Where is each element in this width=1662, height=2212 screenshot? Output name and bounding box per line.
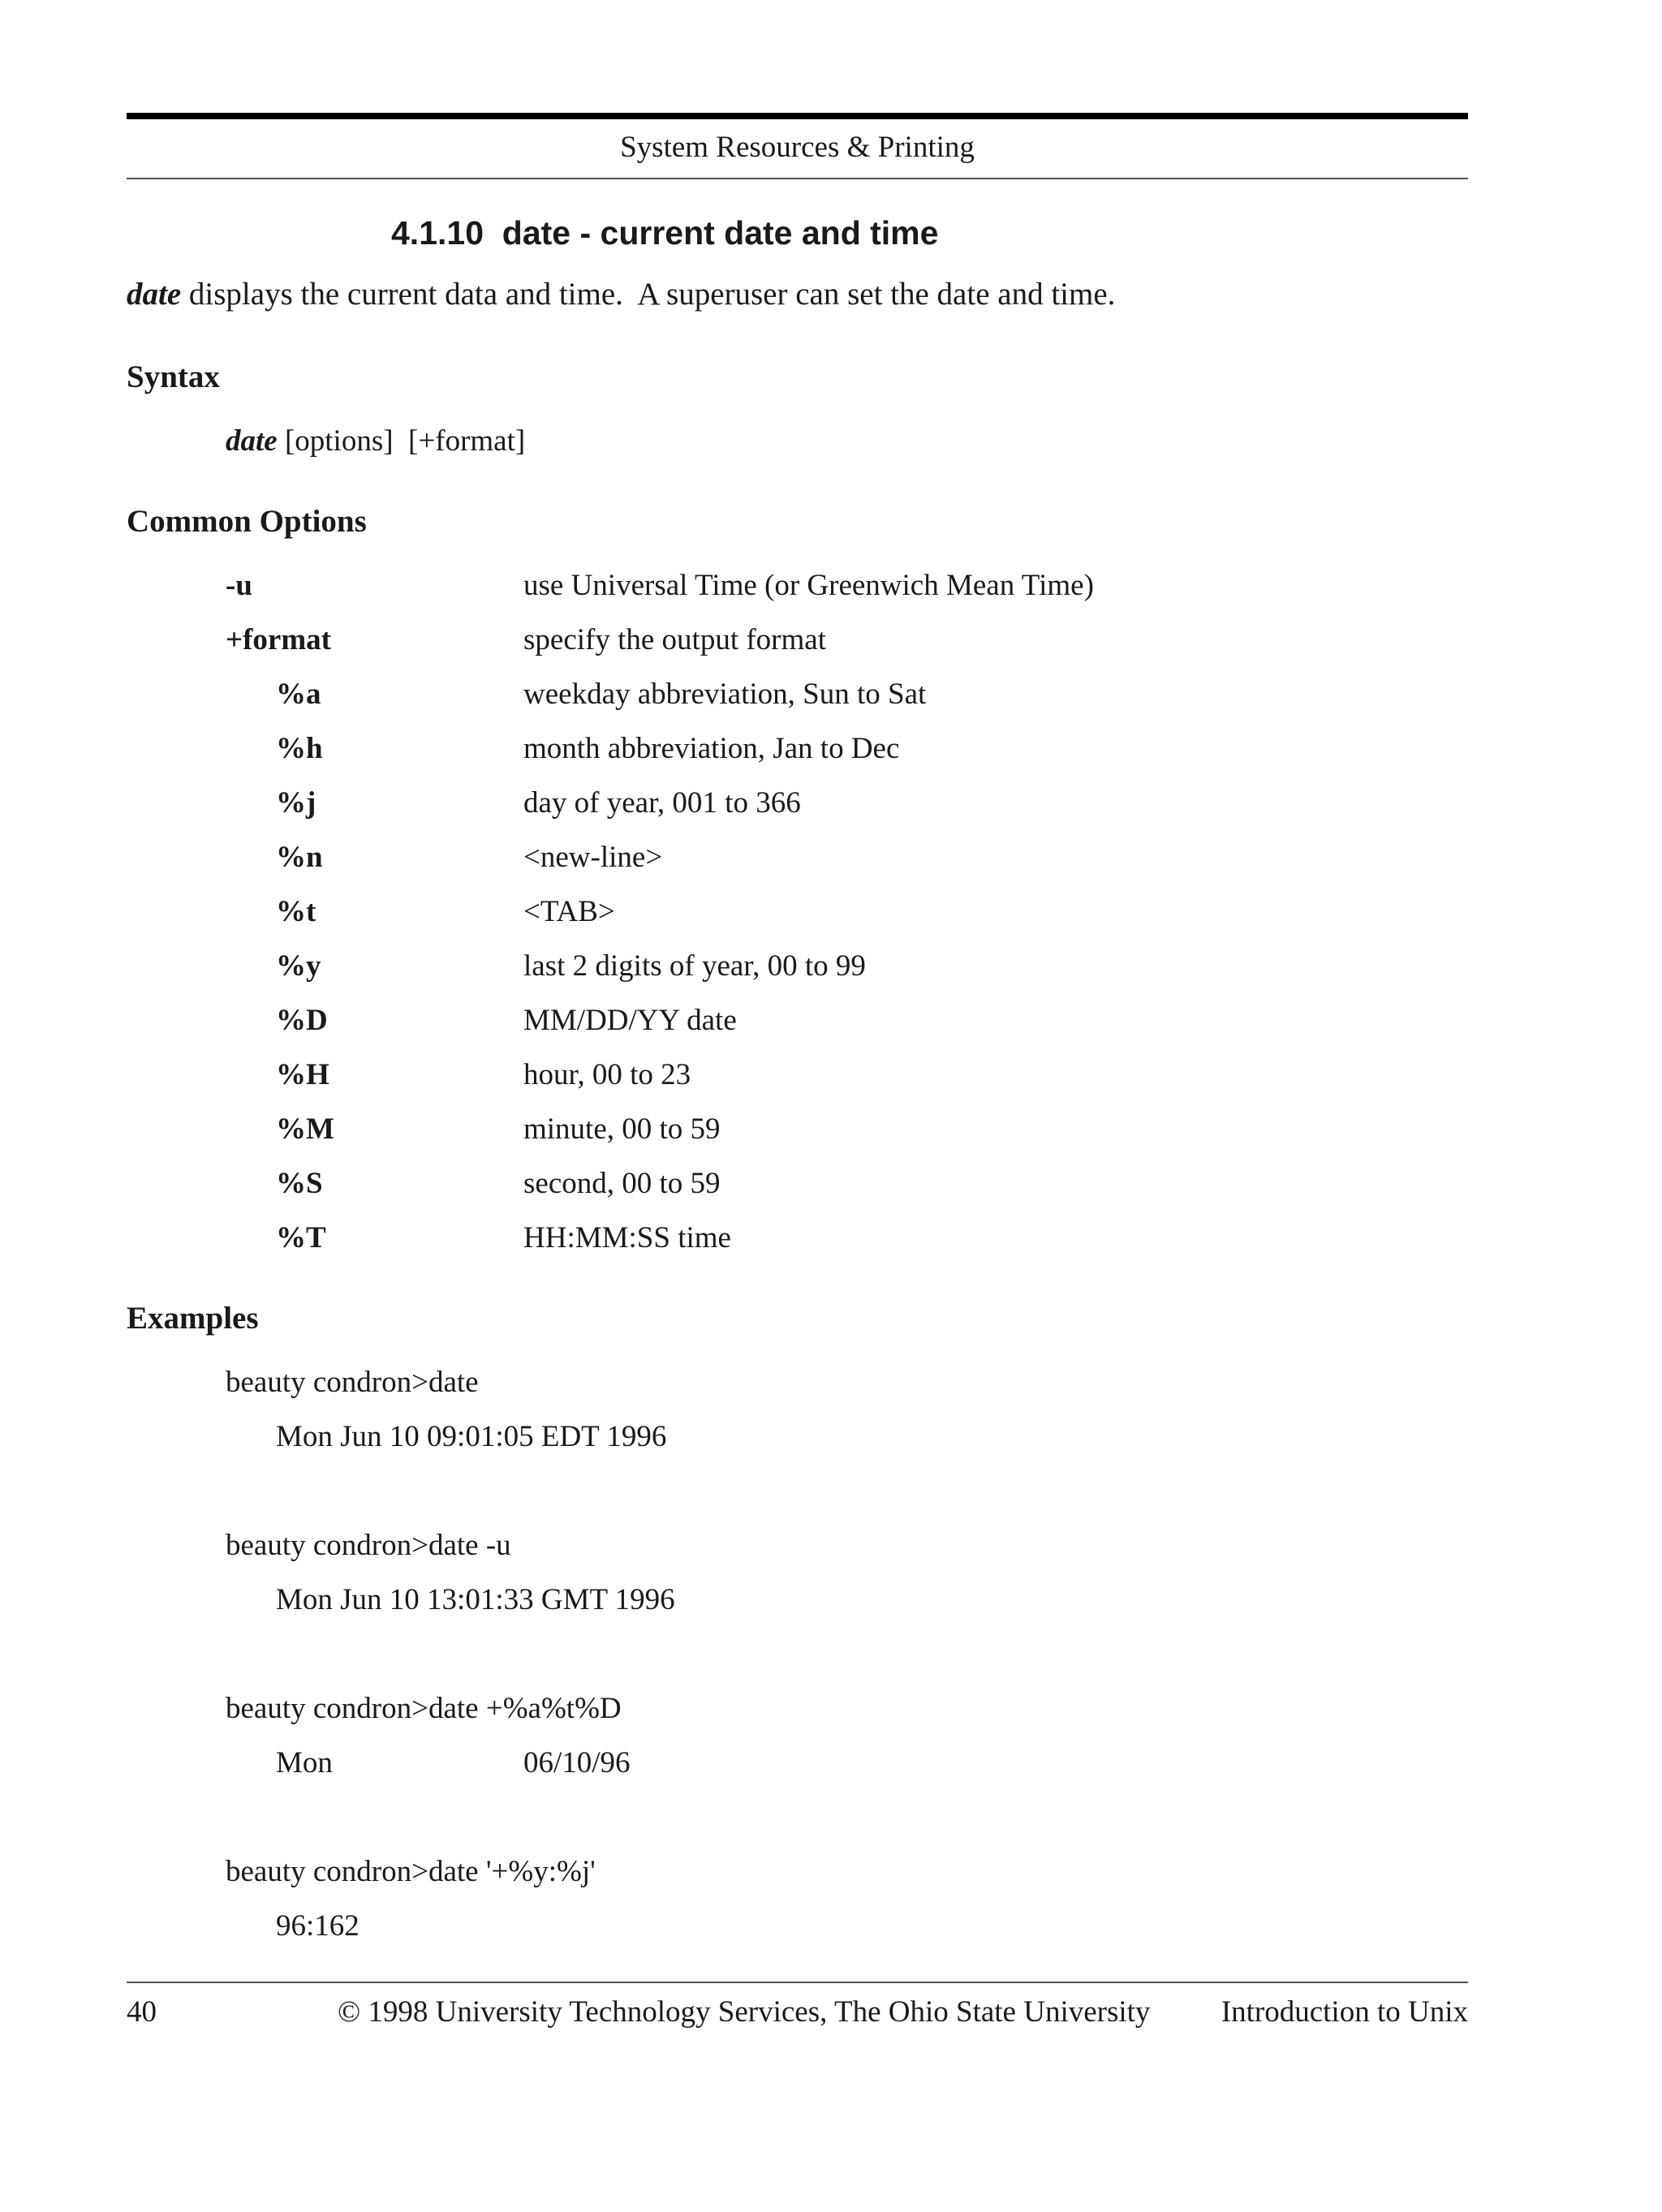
running-header: System Resources & Printing xyxy=(620,131,975,164)
syntax-heading: Syntax xyxy=(127,359,220,394)
option-desc: minute, 00 to 59 xyxy=(523,1112,721,1146)
option-desc: day of year, 001 to 366 xyxy=(523,786,801,820)
option-desc: <TAB> xyxy=(523,895,615,928)
option-key: +format xyxy=(226,623,331,656)
syntax-args: [options] [+format] xyxy=(277,424,526,458)
example-output: 96:162 xyxy=(276,1909,360,1943)
syntax-command: date xyxy=(226,424,278,458)
intro-paragraph xyxy=(127,276,1115,312)
example-output: Mon Jun 10 13:01:33 GMT 1996 xyxy=(276,1583,675,1616)
examples-heading: Examples xyxy=(127,1301,259,1336)
option-key: %n xyxy=(276,841,323,874)
intro-text: displays the current data and time. A superuser can set the date and time. xyxy=(181,277,1116,312)
option-desc: hour, 00 to 23 xyxy=(523,1058,691,1091)
option-desc: weekday abbreviation, Sun to Sat xyxy=(523,678,927,711)
option-key: %t xyxy=(276,895,316,928)
option-desc: <new-line> xyxy=(523,841,663,874)
option-desc: HH:MM:SS time xyxy=(523,1221,731,1254)
options-heading: Common Options xyxy=(127,504,367,539)
option-key: %j xyxy=(276,786,316,820)
option-key: %h xyxy=(276,732,323,765)
option-key: %a xyxy=(276,678,321,711)
option-desc: last 2 digits of year, 00 to 99 xyxy=(523,949,866,983)
option-key: %S xyxy=(276,1167,323,1200)
option-key: %y xyxy=(276,949,321,983)
option-desc: use Universal Time (or Greenwich Mean Time) xyxy=(523,569,1094,602)
option-desc: second, 00 to 59 xyxy=(523,1167,721,1200)
intro-command: date xyxy=(127,277,182,312)
option-desc: month abbreviation, Jan to Dec xyxy=(523,732,900,765)
option-desc: specify the output format xyxy=(523,623,826,656)
page-number: 40 xyxy=(127,1995,157,2029)
example-command: beauty condron>date xyxy=(226,1366,479,1399)
example-output: Mon xyxy=(276,1746,333,1779)
option-key: %T xyxy=(276,1221,326,1254)
option-desc: MM/DD/YY date xyxy=(523,1004,737,1037)
footer-copyright: © 1998 University Technology Services, The Ohio State University xyxy=(338,1995,1151,2029)
example-command: beauty condron>date +%a%t%D xyxy=(226,1692,622,1725)
header-bottom-rule xyxy=(127,178,1468,179)
footer-rule xyxy=(127,1982,1468,1983)
example-command: beauty condron>date -u xyxy=(226,1529,511,1562)
example-output-column-2: 06/10/96 xyxy=(523,1746,631,1779)
option-key: %H xyxy=(276,1058,329,1091)
option-key: %M xyxy=(276,1112,334,1146)
option-key: -u xyxy=(226,569,252,602)
syntax-line xyxy=(226,424,525,458)
section-title: 4.1.10 date - current date and time xyxy=(391,214,939,252)
example-output: Mon Jun 10 09:01:05 EDT 1996 xyxy=(276,1420,667,1453)
footer-book-title: Introduction to Unix xyxy=(1221,1995,1468,2029)
header-top-rule xyxy=(127,113,1468,119)
option-key: %D xyxy=(276,1004,328,1037)
example-command: beauty condron>date '+%y:%j' xyxy=(226,1855,596,1888)
